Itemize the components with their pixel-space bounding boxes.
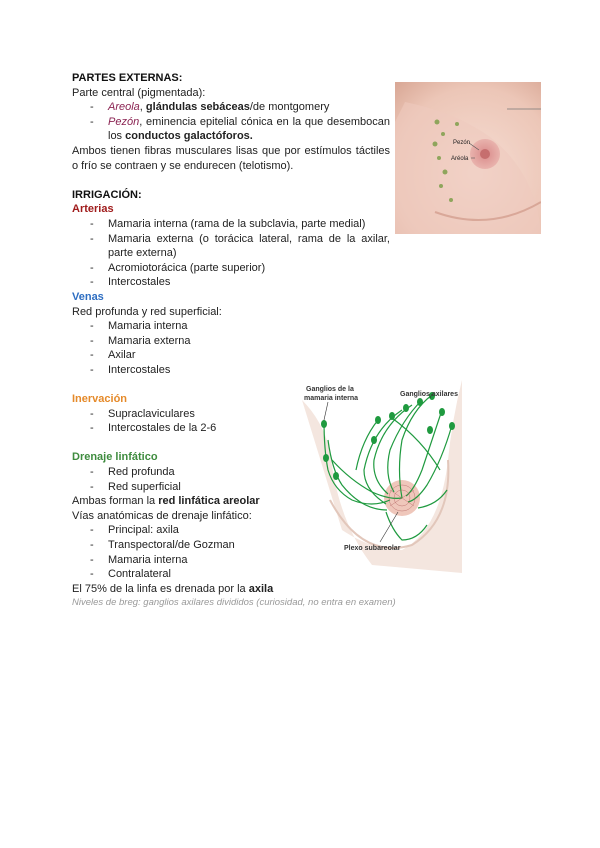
axila-term: axila	[248, 582, 274, 595]
list-item: - Mamaria interna	[72, 553, 390, 568]
irrigacion-heading: IRRIGACIÓN:	[72, 188, 142, 201]
list-item: - Mamaria interna (rama de la subclavia, parte medial)	[72, 217, 390, 232]
list-item: - Supraclaviculares	[72, 407, 390, 422]
label-areola: Aréola	[451, 156, 469, 162]
glandulas-term: glándulas sebáceas	[145, 101, 250, 114]
list-item: - Acromiotorácica (parte superior)	[72, 261, 390, 276]
fibras-paragraph: Ambos tienen fibras musculares lisas que por estímulos táctiles o frío se contraen y se endurecen (telotismo).	[72, 144, 390, 172]
label-plexo: Plexo subareolar	[344, 545, 401, 552]
list-item: - Transpectoral/de Gozman	[72, 538, 390, 553]
label-mamaria-interna-1: Ganglios de la	[306, 386, 354, 393]
conductos-term: conductos galactóforos.	[125, 130, 253, 143]
areola-term: Areola	[108, 101, 140, 114]
list-item: - Intercostales de la 2-6	[72, 421, 390, 436]
list-item: - Principal: axila	[72, 523, 390, 538]
niveles-note: Niveles de breg: ganglios axilares divididos (curiosidad, no entra en examen)	[72, 597, 396, 609]
label-axilares: Ganglios axilares	[400, 391, 458, 398]
label-pezon: Pezón	[453, 140, 471, 146]
breast-anatomy-figure	[395, 82, 541, 234]
red-linfatica-term: red linfática areolar	[158, 495, 260, 508]
list-item: - Intercostales	[72, 275, 390, 290]
partes-externas-heading: PARTES EXTERNAS:	[72, 72, 183, 84]
list-item: - Pezón, eminencia epitelial cónica en la que desembocan los conductos galactóforos.	[72, 115, 390, 144]
parte-central-list	[72, 100, 390, 144]
drenaje-title: Drenaje linfático	[72, 451, 158, 464]
venas-title: Venas	[72, 290, 104, 303]
list-item: - Mamaria interna	[72, 319, 390, 334]
venas-list	[72, 319, 390, 377]
list-item: - Areola, glándulas sebáceas/de montgomery	[72, 100, 390, 115]
inervacion-title: Inervación	[72, 393, 128, 406]
list-item: - Mamaria externa	[72, 334, 390, 349]
parte-central-intro: Parte central (pigmentada):	[72, 86, 206, 99]
ambos-forman: Ambas forman la red linfática areolar	[72, 495, 260, 508]
list-item: - Axilar	[72, 348, 390, 363]
label-mamaria-interna-2: mamaria interna	[304, 395, 359, 402]
arterias-title: Arterias	[72, 203, 114, 216]
list-item: - Red profunda	[72, 465, 390, 480]
list-item: - Intercostales	[72, 363, 390, 378]
porcentaje-line: El 75% de la linfa es drenada por la axila	[72, 582, 274, 595]
venas-intro: Red profunda y red superficial:	[72, 305, 222, 318]
arterias-list	[72, 217, 390, 290]
lymphatic-drainage-figure	[302, 380, 462, 573]
vias-intro: Vías anatómicas de drenaje linfático:	[72, 509, 252, 522]
nipple-shape	[480, 149, 490, 159]
list-item: - Contralateral	[72, 567, 390, 582]
pezon-term: Pezón	[108, 115, 140, 128]
list-item: - Mamaria externa (o torácica lateral, rama de la axilar, parte externa)	[72, 232, 390, 261]
list-item: - Red superficial	[72, 480, 390, 495]
